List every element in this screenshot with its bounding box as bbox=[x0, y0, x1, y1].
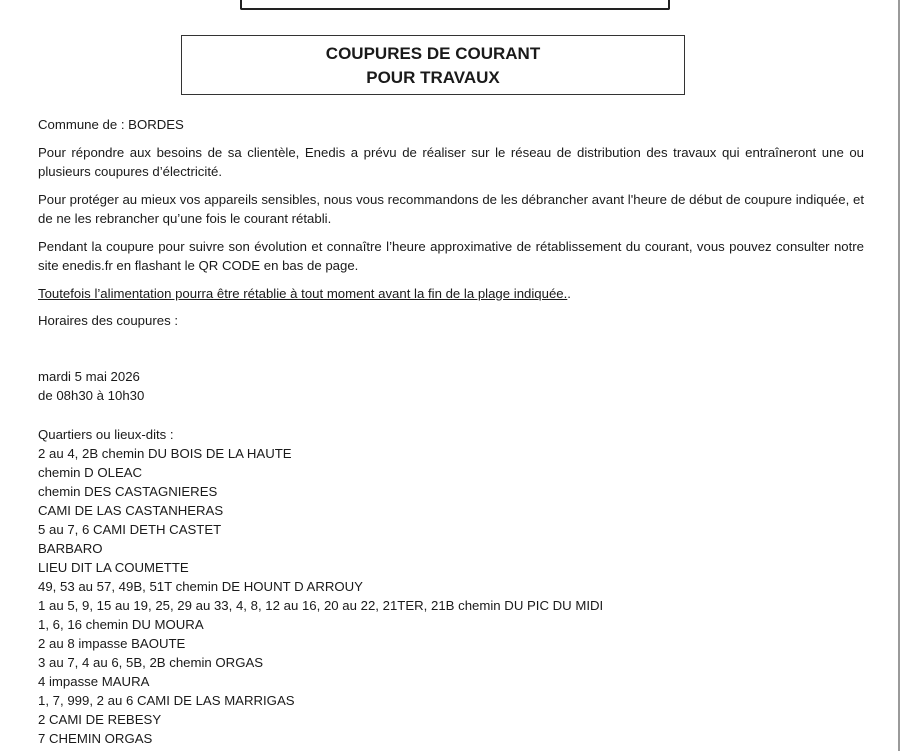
list-item: 4 impasse MAURA bbox=[38, 674, 150, 689]
notice-line bbox=[38, 284, 864, 304]
list-item: chemin D OLEAC bbox=[38, 465, 143, 480]
outage-time: de 08h30 à 10h30 bbox=[38, 388, 145, 403]
notice-body bbox=[38, 115, 864, 748]
locations-header: Quartiers ou lieux-dits : bbox=[38, 426, 174, 442]
list-item: CAMI DE LAS CASTANHERAS bbox=[38, 503, 224, 518]
title-line-1: COUPURES DE COURANT bbox=[325, 44, 541, 63]
list-item: BARBARO bbox=[38, 541, 103, 556]
title-line-2: POUR TRAVAUX bbox=[366, 68, 500, 87]
header-frame bbox=[240, 0, 670, 10]
list-item: 2 au 4, 2B chemin DU BOIS DE LA HAUTE bbox=[38, 446, 292, 461]
list-item: chemin DES CASTAGNIERES bbox=[38, 484, 218, 499]
list-item: 1 au 5, 9, 15 au 19, 25, 29 au 33, 4, 8, 12 au 16, 20 au 22, 21TER, 21B chemin DU PIC DU MIDI bbox=[38, 598, 604, 613]
intro-paragraph: Pour répondre aux besoins de sa clientèle, Enedis a prévu de réaliser sur le réseau de distribution des travaux qui entraîneront une ou plusieurs coupures d’électricité. bbox=[38, 144, 864, 179]
restoration-notice: Toutefois l’alimentation pourra être rétablie à tout moment avant la fin de la plage indiquée. bbox=[38, 285, 568, 301]
locations-list bbox=[38, 444, 864, 748]
list-item: 1, 6, 16 chemin DU MOURA bbox=[38, 617, 204, 632]
list-item: 2 CAMI DE REBESY bbox=[38, 712, 162, 727]
list-item: 2 au 8 impasse BAOUTE bbox=[38, 636, 186, 651]
list-item: 49, 53 au 57, 49B, 51T chemin DE HOUNT D ARROUY bbox=[38, 579, 363, 594]
tracking-paragraph: Pendant la coupure pour suivre son évolution et connaître l’heure approximative de rétablissement du courant, vous pouvez consulter notre site enedis.fr en flashant le QR CODE en bas de page. bbox=[38, 238, 864, 273]
list-item: 1, 7, 999, 2 au 6 CAMI DE LAS MARRIGAS bbox=[38, 693, 295, 708]
schedule-header: Horaires des coupures : bbox=[38, 313, 179, 328]
list-item: 5 au 7, 6 CAMI DETH CASTET bbox=[38, 522, 222, 537]
protection-paragraph: Pour protéger au mieux vos appareils sensibles, nous vous recommandons de les débrancher avant l'heure de début de coupure indiquée, et de ne les rebrancher qu’une fois le courant rétabli. bbox=[38, 191, 864, 226]
list-item: 7 CHEMIN ORGAS bbox=[38, 731, 153, 746]
outage-date: mardi 5 mai 2026 bbox=[38, 368, 140, 384]
title-box bbox=[181, 35, 685, 95]
list-item: LIEU DIT LA COUMETTE bbox=[38, 560, 189, 575]
notice-period: . bbox=[567, 285, 571, 301]
list-item: 3 au 7, 4 au 6, 5B, 2B chemin ORGAS bbox=[38, 655, 264, 670]
commune-label: Commune de : BORDES bbox=[38, 117, 184, 132]
